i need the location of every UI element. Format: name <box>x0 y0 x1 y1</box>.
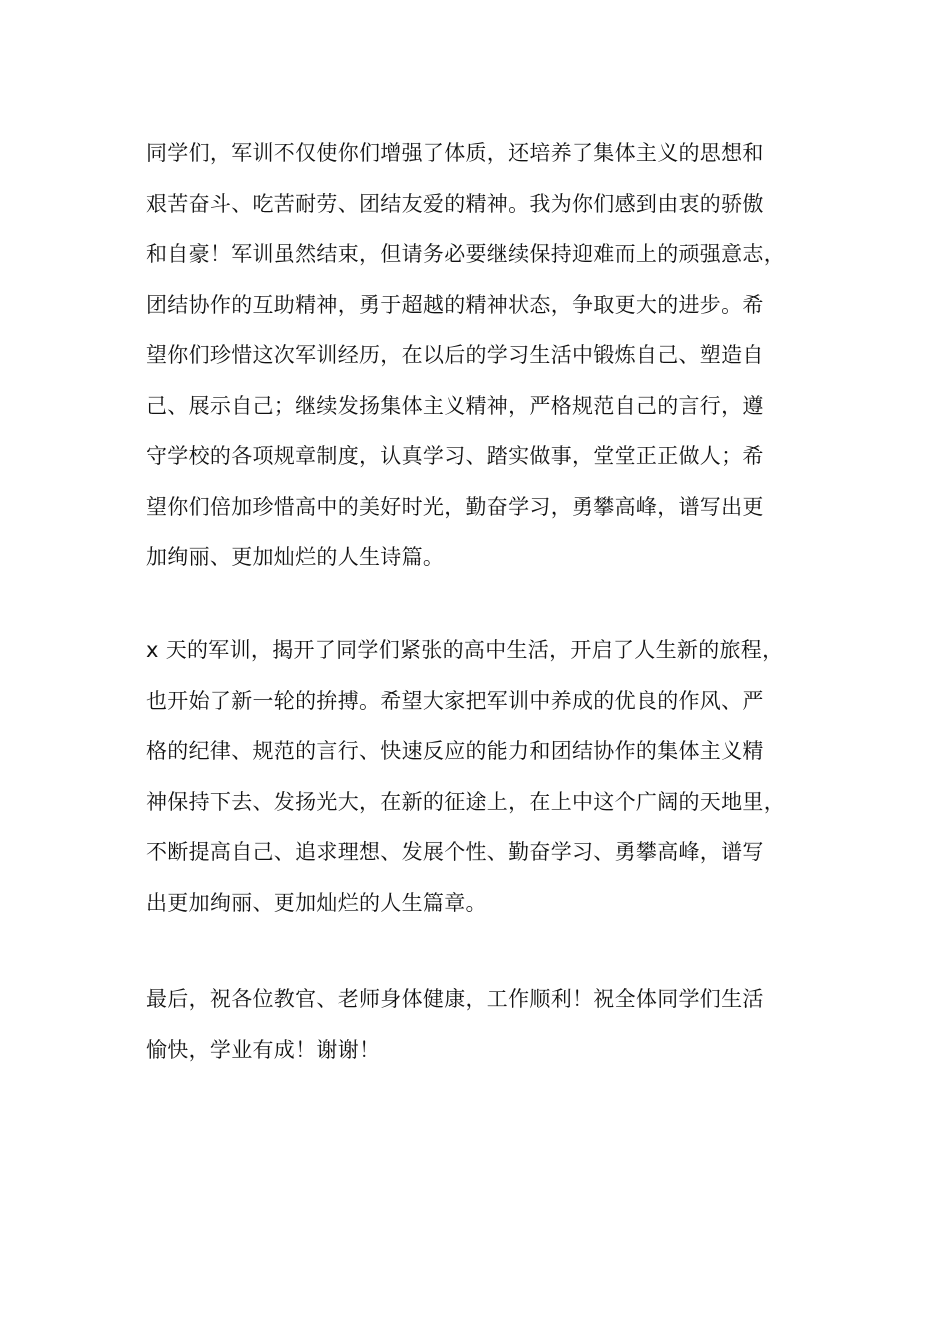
text-line: 艰苦奋斗、吃苦耐劳、团结友爱的精神。我为你们感到由衷的骄傲 <box>146 191 764 216</box>
paragraph-3 <box>146 974 846 1075</box>
text-line: 望你们倍加珍惜高中的美好时光，勤奋学习，勇攀高峰，谱写出更 <box>146 494 764 519</box>
text-line: x 天的军训，揭开了同学们紧张的高中生活，开启了人生新的旅程， <box>146 638 784 662</box>
text-line: 己、展示自己；继续发扬集体主义精神，严格规范自己的言行，遵 <box>146 393 764 418</box>
paragraph-1 <box>146 128 846 583</box>
text-line: 守学校的各项规章制度，认真学习、踏实做事，堂堂正正做人；希 <box>146 444 764 468</box>
text-line: 愉快，学业有成！谢谢！ <box>146 1037 381 1062</box>
text-line: 格的纪律、规范的言行、快速反应的能力和团结协作的集体主义精 <box>146 739 764 763</box>
text-line: 同学们，军训不仅使你们增强了体质，还培养了集体主义的思想和 <box>146 141 764 165</box>
text-line: 神保持下去、发扬光大，在新的征途上，在上中这个广阔的天地里， <box>146 789 785 814</box>
text-line: 望你们珍惜这次军训经历，在以后的学习生活中锻炼自己、塑造自 <box>146 343 764 367</box>
text-line: 不断提高自己、追求理想、发展个性、勤奋学习、勇攀高峰，谱写 <box>146 840 764 864</box>
text-line: 和自豪！军训虽然结束，但请务必要继续保持迎难而上的顽强意志， <box>146 242 785 266</box>
paragraph-2 <box>146 625 846 928</box>
text-line: 也开始了新一轮的拚搏。希望大家把军训中养成的优良的作风、严 <box>146 688 764 713</box>
text-line: 加绚丽、更加灿烂的人生诗篇。 <box>146 545 445 569</box>
text-line: 团结协作的互助精神，勇于超越的精神状态，争取更大的进步。希 <box>146 292 764 317</box>
text-line: 最后，祝各位教官、老师身体健康，工作顺利！祝全体同学们生活 <box>146 987 764 1011</box>
text-line: 出更加绚丽、更加灿烂的人生篇章。 <box>146 890 487 915</box>
